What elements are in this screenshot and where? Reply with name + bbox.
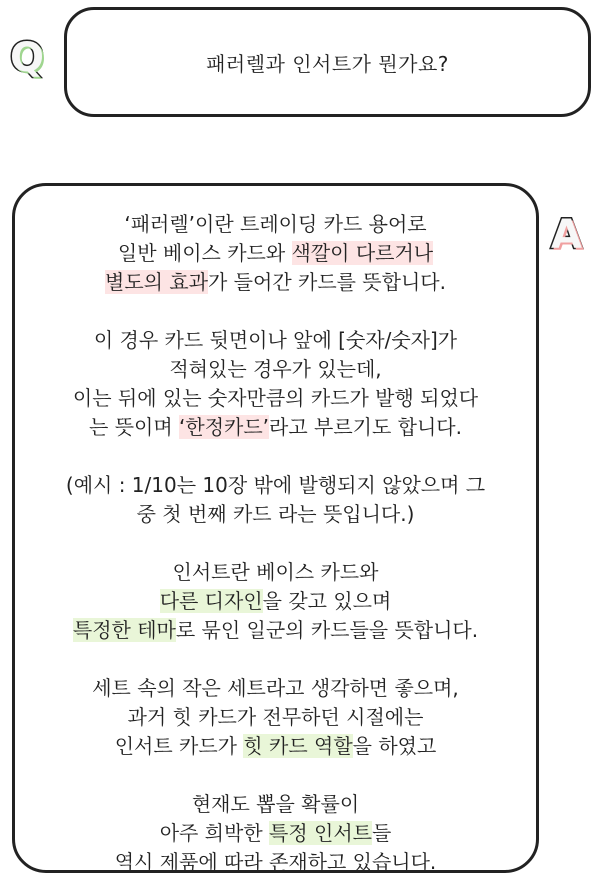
q-badge-icon: Q xyxy=(10,35,45,81)
answer-line xyxy=(15,616,536,645)
answer-bubble xyxy=(12,183,539,873)
answer-line xyxy=(15,848,536,877)
answer-line xyxy=(15,355,536,384)
answer-line xyxy=(15,471,536,500)
answer-text: (예시 : 1/10는 10장 밖에 발행되지 않았으며 그 xyxy=(65,473,486,497)
answer-text: 로 묶인 일군의 카드들을 뜻합니다. xyxy=(175,618,479,642)
answer-text: 적혀있는 경우가 있는데, xyxy=(169,357,382,381)
answer-text: 아주 희박한 xyxy=(159,821,270,845)
answer-paragraph xyxy=(15,326,536,442)
answer-line xyxy=(15,703,536,732)
answer-text: 과거 힛 카드가 전무하던 시절에는 xyxy=(127,705,424,729)
answer-text: 는 뜻이며 xyxy=(89,415,180,439)
highlighted-text: 힛 카드 역할 xyxy=(243,734,353,758)
answer-paragraph xyxy=(15,674,536,761)
highlighted-text: 특정 인서트 xyxy=(269,821,372,845)
answer-text: 중 첫 번째 카드 라는 뜻입니다.) xyxy=(136,502,415,526)
answer-paragraph xyxy=(15,790,536,877)
question-text: 패러렐과 인서트가 뭔가요? xyxy=(206,51,449,76)
answer-line xyxy=(15,500,536,529)
answer-text: 가 들어간 카드를 뜻합니다. xyxy=(208,270,446,294)
answer-line xyxy=(15,587,536,616)
answer-line xyxy=(15,819,536,848)
answer-text: 세트 속의 작은 세트라고 생각하면 좋으며, xyxy=(92,676,459,700)
answer-text: 을 하였고 xyxy=(352,734,437,758)
answer-content xyxy=(15,210,536,877)
answer-text: ‘패러렐’이란 트레이딩 카드 용어로 xyxy=(124,212,427,236)
highlighted-text: 다른 디자인 xyxy=(159,589,263,613)
highlighted-text: ‘한정카드’ xyxy=(179,415,270,439)
answer-line xyxy=(15,268,536,297)
answer-line xyxy=(15,413,536,442)
highlighted-text: 별도의 효과 xyxy=(105,270,208,294)
answer-paragraph xyxy=(15,471,536,529)
answer-line xyxy=(15,239,536,268)
answer-text: 을 갖고 있으며 xyxy=(262,589,392,613)
answer-line xyxy=(15,674,536,703)
answer-line xyxy=(15,558,536,587)
question-bubble xyxy=(64,7,591,117)
answer-text: 들 xyxy=(371,821,392,845)
answer-line xyxy=(15,326,536,355)
answer-line xyxy=(15,210,536,239)
highlighted-text: 특정한 테마 xyxy=(72,618,176,642)
answer-text: 역시 제품에 따라 존재하고 있습니다. xyxy=(114,850,437,874)
answer-line xyxy=(15,384,536,413)
answer-line xyxy=(15,732,536,761)
answer-text: 일반 베이스 카드와 xyxy=(117,241,292,265)
answer-paragraph xyxy=(15,210,536,297)
answer-text: 이 경우 카드 뒷면이나 앞에 [숫자/숫자]가 xyxy=(93,328,458,352)
answer-text: 현재도 뽑을 확률이 xyxy=(191,792,360,816)
answer-text: 인서트 카드가 xyxy=(114,734,244,758)
answer-text: 라고 부르기도 합니다. xyxy=(269,415,462,439)
a-badge-icon: A xyxy=(551,212,582,258)
highlighted-text: 색깔이 다르거나 xyxy=(291,241,434,265)
answer-line xyxy=(15,790,536,819)
answer-paragraph xyxy=(15,558,536,645)
answer-text: 이는 뒤에 있는 숫자만큼의 카드가 발행 되었다 xyxy=(72,386,479,410)
answer-text: 인서트란 베이스 카드와 xyxy=(172,560,379,584)
